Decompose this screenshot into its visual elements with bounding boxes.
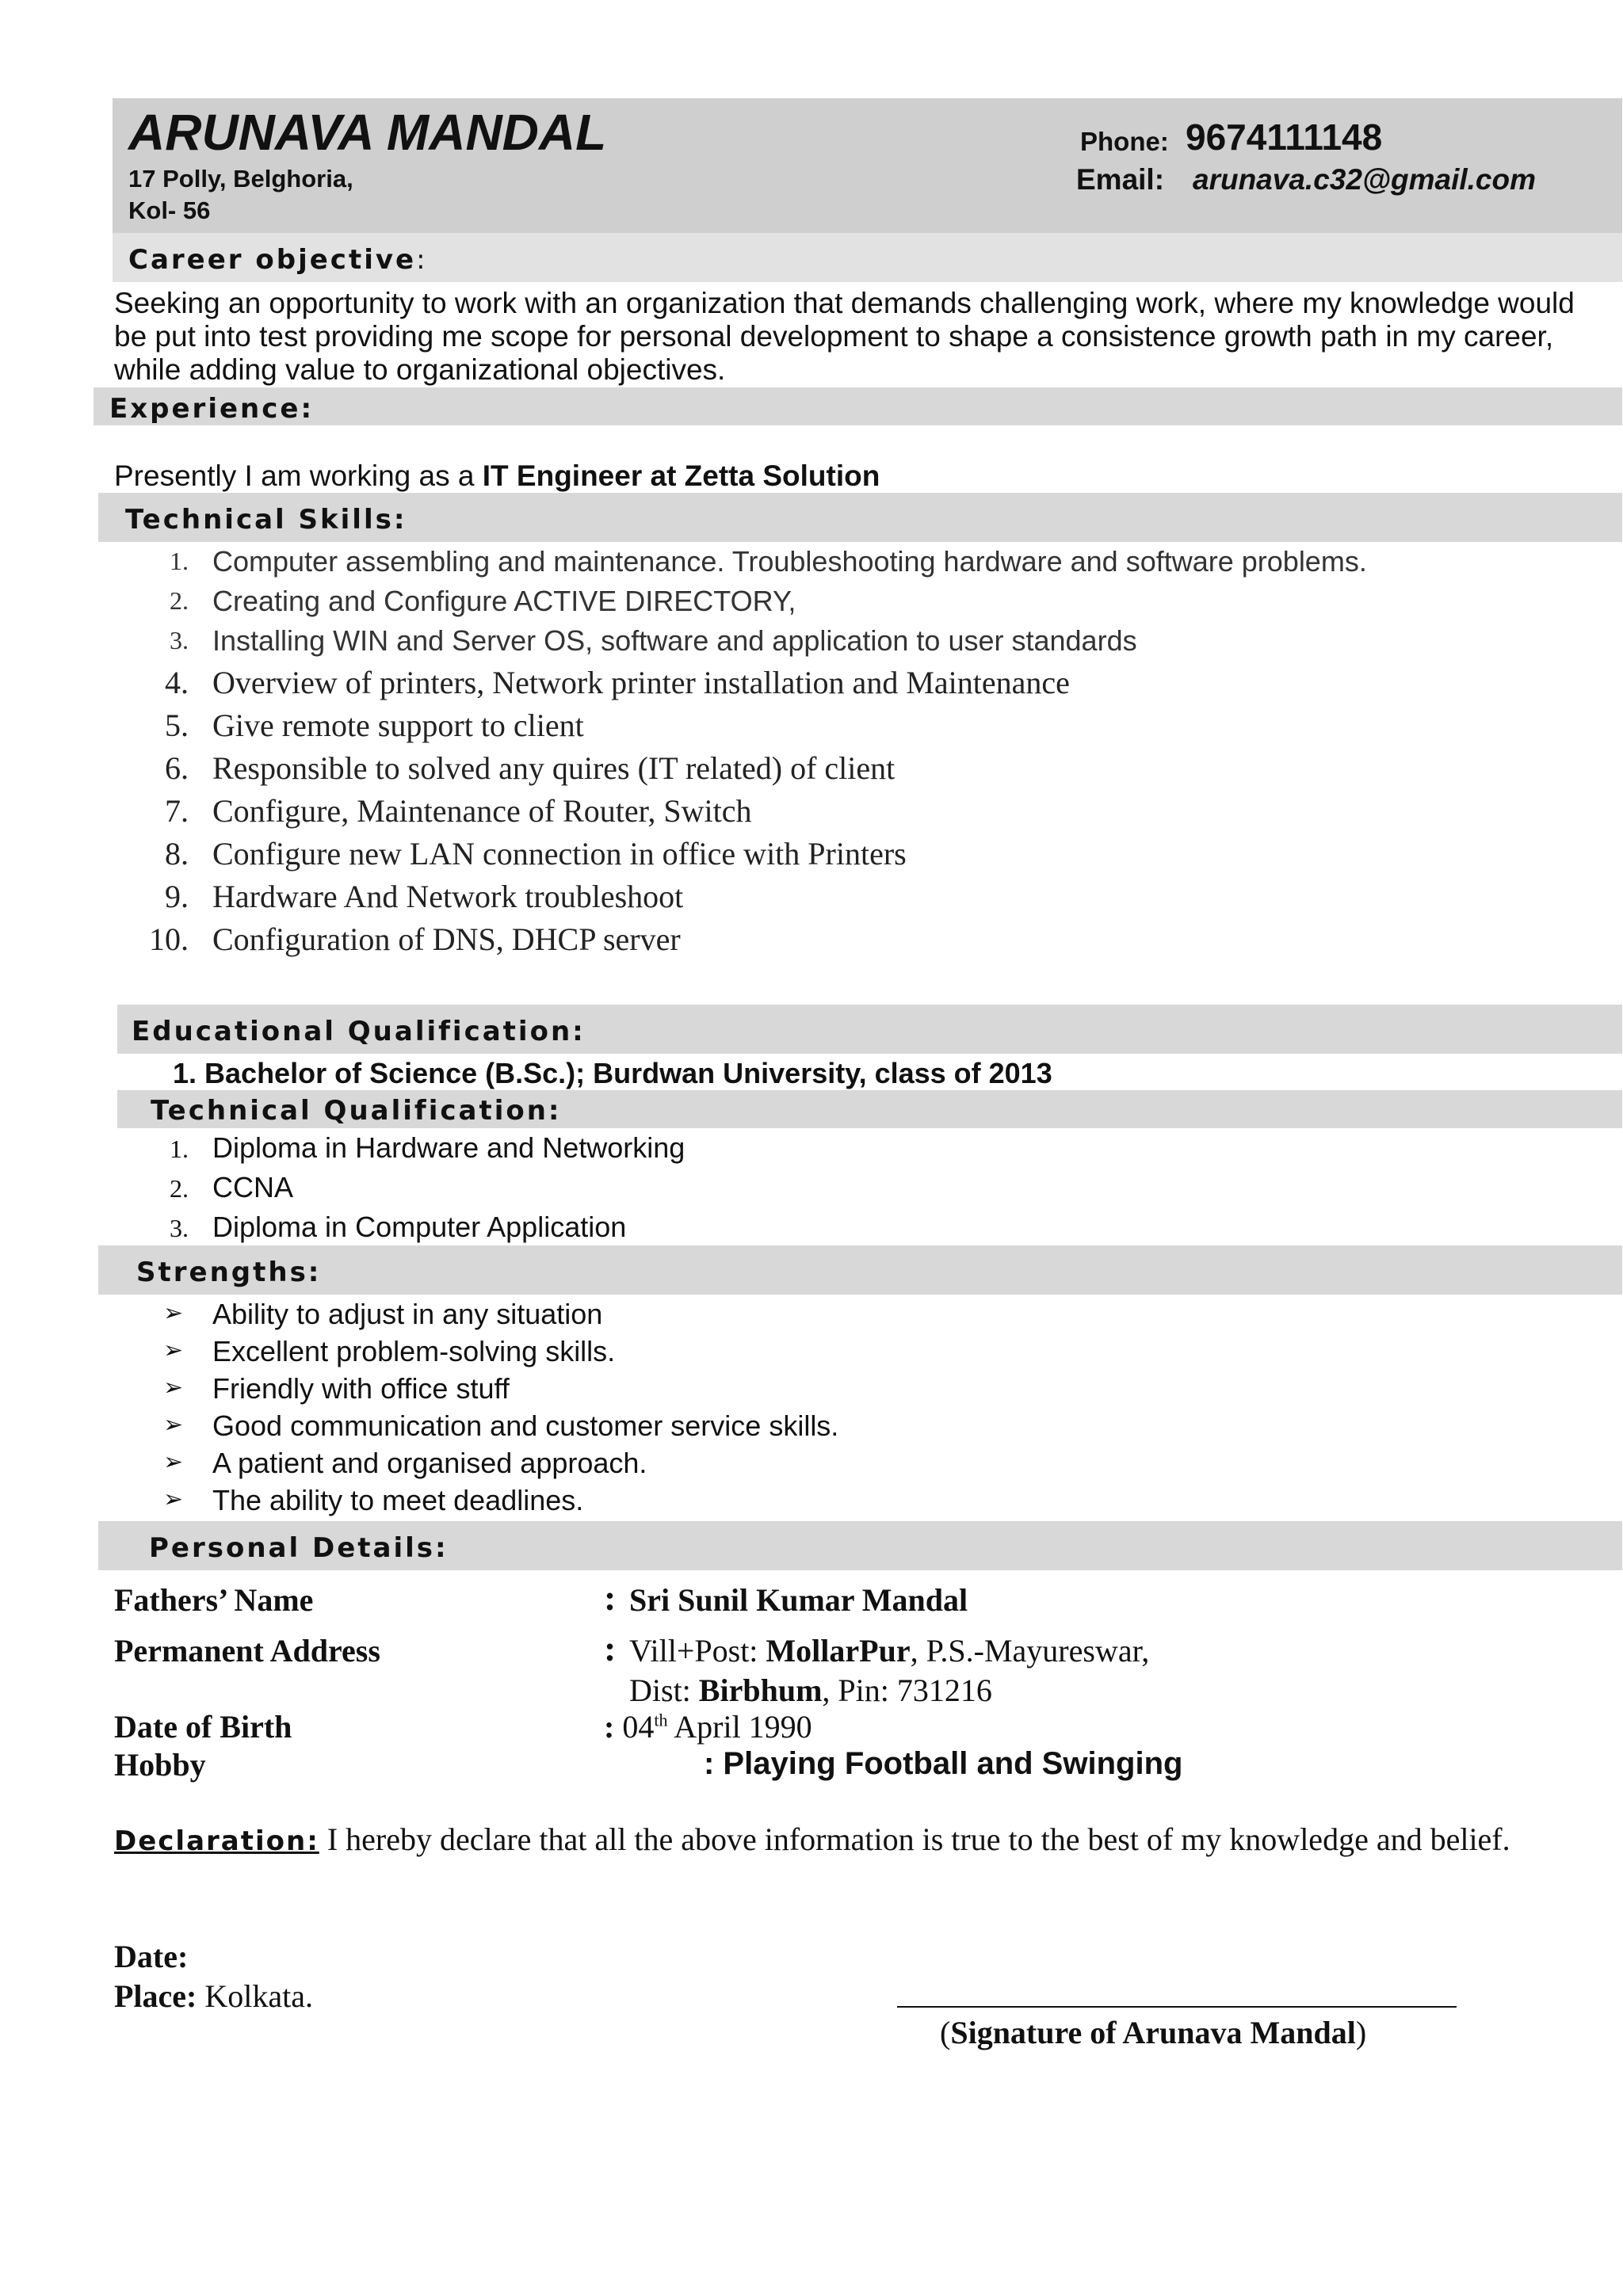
hobby-value: : Playing Football and Swinging: [704, 1746, 1183, 1781]
qualification-number: 3.: [170, 1214, 189, 1242]
date-of-birth-value: [604, 1708, 812, 1745]
qualification-item: Diploma in Computer Application: [212, 1211, 627, 1243]
phone-number: 9674111148: [1186, 116, 1383, 158]
address-vill-label: Vill+Post:: [629, 1633, 766, 1669]
address-ps: , P.S.-Mayureswar,: [910, 1633, 1150, 1669]
signature-close-paren: ): [1355, 2015, 1367, 2050]
phone-label: Phone:: [1080, 127, 1169, 156]
skill-item: Responsible to solved any quires (IT related) of client: [212, 750, 896, 786]
career-objective-colon: :: [416, 244, 426, 276]
place-value: Kolkata.: [197, 1978, 313, 2014]
strength-item: The ability to meet deadlines.: [212, 1484, 584, 1516]
dob-day: 04: [622, 1709, 655, 1745]
skill-item: Computer assembling and maintenance. Troubleshooting hardware and software problems.: [212, 545, 1367, 578]
strength-bullet-icon: ➢: [163, 1299, 184, 1327]
skill-item: Creating and Configure ACTIVE DIRECTORY,: [212, 585, 796, 617]
technical-qualification-heading: Technical Qualification:: [151, 1095, 562, 1127]
skill-number: 8.: [165, 836, 189, 871]
email-label: Email:: [1076, 163, 1165, 196]
permanent-address-line-1: [629, 1632, 1149, 1669]
skill-item: Configuration of DNS, DHCP server: [212, 921, 681, 957]
strength-item: Excellent problem-solving skills.: [212, 1335, 616, 1367]
experience-heading: Experience:: [109, 393, 315, 425]
qualification-item: Diploma in Hardware and Networking: [212, 1131, 685, 1164]
date-of-birth-label: Date of Birth: [114, 1709, 292, 1745]
experience-band: [94, 387, 1622, 425]
skill-number: 2.: [170, 586, 189, 615]
address-pin: , Pin: 731216: [822, 1672, 992, 1708]
personal-details-heading: Personal Details:: [149, 1532, 449, 1564]
father-name-label: Fathers’ Name: [114, 1582, 314, 1618]
address-line-1: 17 Polly, Belghoria,: [128, 165, 353, 193]
address-dist-label: Dist:: [629, 1672, 699, 1708]
father-name-value: Sri Sunil Kumar Mandal: [629, 1582, 968, 1618]
experience-text: [114, 460, 880, 493]
skill-item: Overview of printers, Network printer installation and Maintenance: [212, 665, 1070, 700]
strength-bullet-icon: ➢: [163, 1448, 184, 1476]
education-heading: Educational Qualification:: [132, 1016, 586, 1047]
declaration-text: I hereby declare that all the above information is true to the best of my knowledge and belief.: [319, 1821, 1510, 1857]
education-item: 1. Bachelor of Science (B.Sc.); Burdwan University, class of 2013: [173, 1057, 1052, 1089]
skill-item: Give remote support to client: [212, 707, 584, 743]
technical-skills-heading: Technical Skills:: [125, 504, 407, 536]
strength-item: Friendly with office stuff: [212, 1372, 510, 1405]
strength-item: A patient and organised approach.: [212, 1447, 647, 1479]
career-objective-line-1: Seeking an opportunity to work with an organization that demands challenging work, where my knowledge would: [114, 287, 1575, 319]
candidate-name: ARUNAVA MANDAL: [128, 104, 607, 161]
skill-number: 7.: [165, 793, 189, 829]
permanent-address-line-2: [629, 1672, 992, 1709]
strengths-band: [98, 1245, 1622, 1295]
skill-item: Installing WIN and Server OS, software and application to user standards: [212, 624, 1137, 657]
skill-number: 4.: [165, 665, 189, 700]
career-objective-line-2: be put into test providing me scope for personal development to shape a consistence growth path in my career,: [114, 320, 1554, 353]
signature-line: [897, 2006, 1457, 2008]
place-label: Place:: [114, 1978, 197, 2014]
experience-prefix: Presently I am working as a: [114, 460, 483, 492]
signature-open-paren: (: [940, 2015, 951, 2050]
skill-number: 10.: [149, 921, 189, 957]
address-village: MollarPur: [766, 1633, 911, 1669]
strength-bullet-icon: ➢: [163, 1374, 184, 1402]
strength-item: Ability to adjust in any situation: [212, 1298, 603, 1330]
skill-item: Hardware And Network troubleshoot: [212, 879, 684, 914]
declaration-label: Declaration:: [114, 1825, 319, 1857]
address-district: Birbhum: [698, 1672, 823, 1708]
strength-bullet-icon: ➢: [163, 1337, 184, 1364]
skill-item: Configure, Maintenance of Router, Switch: [212, 793, 752, 829]
skill-number: 6.: [165, 750, 189, 786]
father-name-colon: :: [604, 1577, 617, 1618]
skill-item: Configure new LAN connection in office with Printers: [212, 836, 907, 871]
skill-number: 1.: [170, 547, 189, 575]
dob-day-suffix: th: [654, 1710, 668, 1730]
strength-bullet-icon: ➢: [163, 1411, 184, 1439]
career-objective-heading: [128, 244, 426, 276]
career-objective-title: Career objective: [128, 244, 417, 276]
address-line-2: Kol- 56: [128, 196, 211, 224]
strength-item: Good communication and customer service skills.: [212, 1409, 839, 1442]
strengths-heading: Strengths:: [136, 1257, 322, 1288]
qualification-number: 1.: [170, 1135, 189, 1163]
career-objective-line-3: while adding value to organizational objectives.: [114, 353, 726, 386]
signature-caption: [940, 2014, 1366, 2051]
permanent-address-label: Permanent Address: [114, 1633, 380, 1669]
declaration-line: [114, 1821, 1510, 1858]
dob-month-year: April 1990: [667, 1709, 812, 1745]
date-of-birth-colon: :: [604, 1709, 615, 1745]
permanent-address-colon: :: [604, 1628, 617, 1669]
date-label: Date:: [114, 1939, 189, 1974]
qualification-item: CCNA: [212, 1171, 294, 1203]
strength-bullet-icon: ➢: [163, 1486, 184, 1513]
place-line: [114, 1978, 313, 2015]
signature-name: Signature of Arunava Mandal: [950, 2015, 1356, 2050]
qualification-number: 2.: [170, 1174, 189, 1203]
skill-number: 5.: [165, 707, 189, 743]
email-address[interactable]: arunava.c32@gmail.com: [1193, 163, 1536, 196]
skill-number: 9.: [165, 879, 189, 914]
experience-role: IT Engineer at Zetta Solution: [482, 460, 880, 492]
hobby-label: Hobby: [114, 1747, 206, 1783]
skill-number: 3.: [170, 626, 189, 654]
